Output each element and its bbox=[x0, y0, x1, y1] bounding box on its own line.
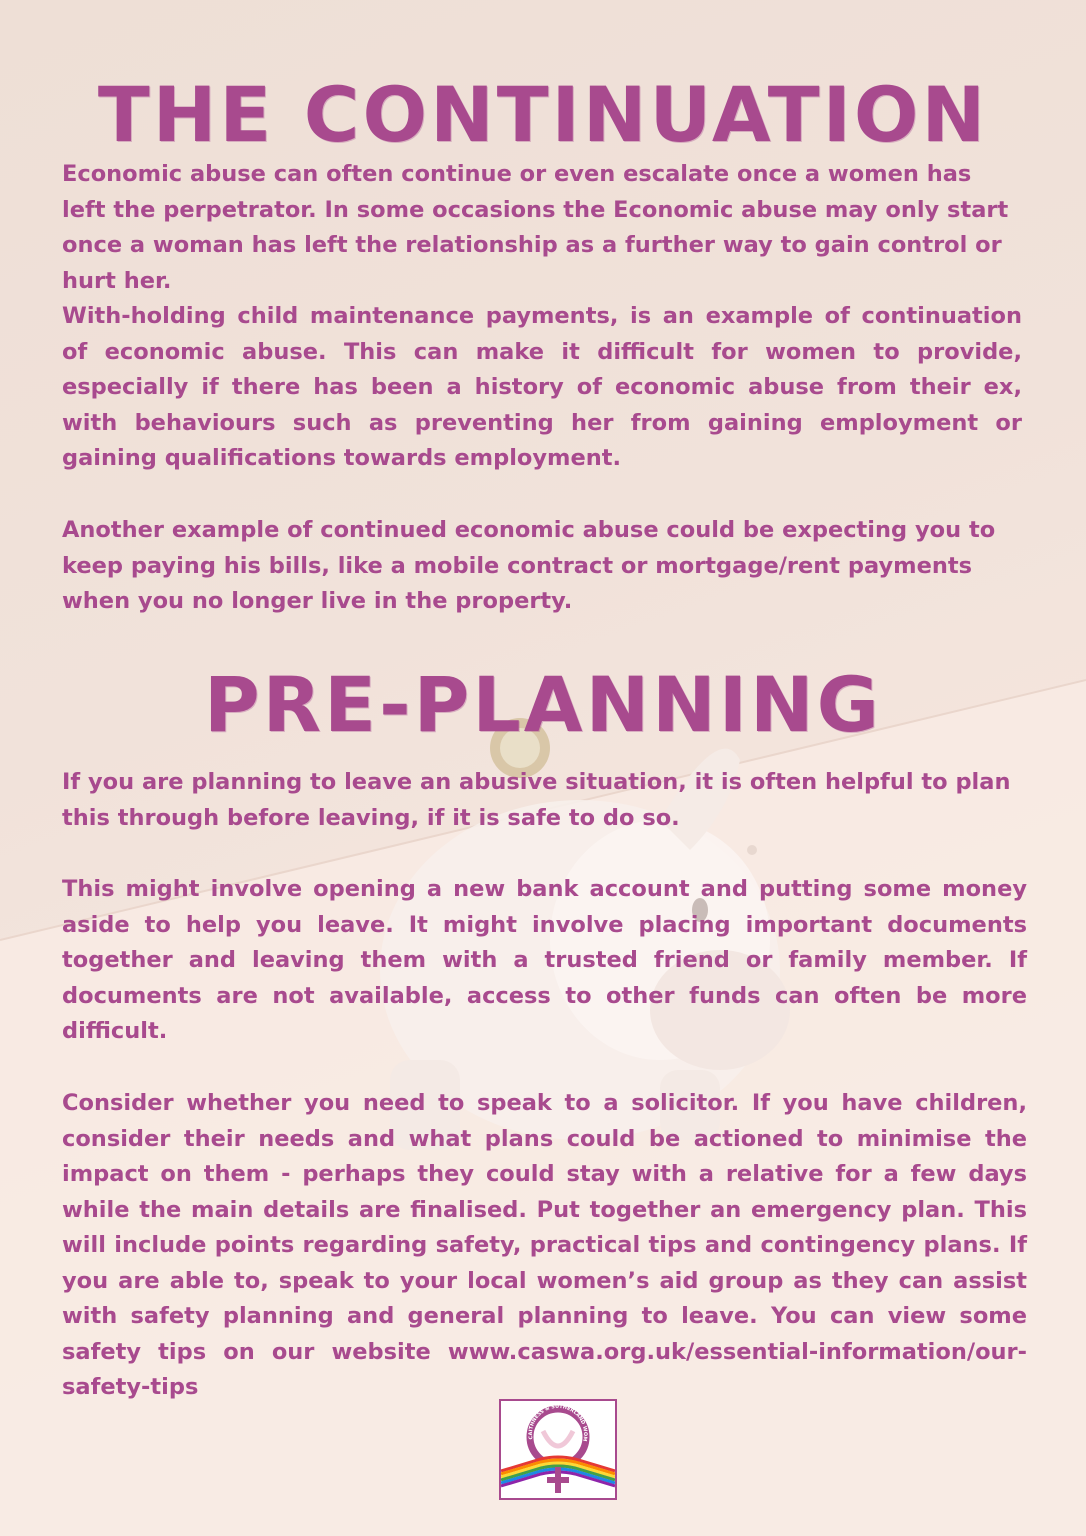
preplanning-paragraph-3: Consider whether you need to speak to a solicitor. If you have children, consider their needs and what plans could be actioned to minimise the impact on them - perhaps they could stay with a relative for a few days while the main details are finalised. Put together an emergency plan. This will include points regarding safety, practical tips and contingency plans. If you are able to, speak to your local women’s aid group as they can assist with safety planning and general planning to leave. You can view some safety tips on our website www.caswa.org.uk/essential-information/our-safety-tips bbox=[62, 1090, 1027, 1400]
continuation-heading: THE CONTINUATION bbox=[97, 70, 989, 159]
preplanning-paragraph-1: If you are planning to leave an abusive situation, it is often helpful to plan this through before leaving, if it is safe to do so. bbox=[62, 769, 1011, 831]
continuation-paragraph-2: With-holding child maintenance payments, is an example of continuation of economic abuse. This can make it difficult for women to provide, especially if there has been a history of economic abuse from their ex, with behaviours such as preventing her from gaining employment or gaining qualifications towards employment. bbox=[62, 303, 1022, 471]
ribbon-female-symbol-logo-icon bbox=[501, 1401, 615, 1498]
preplanning-paragraph-2: This might involve opening a new bank account and putting some money aside to help you leave. It might involve placing important documents together and leaving them with a trusted friend or family member. If documents are not available, access to other funds can often be more difficult. bbox=[62, 876, 1027, 1044]
svg-text:CAITHNESS & SUTHERLAND WOMEN'S: CAITHNESS & SUTHERLAND WOM bbox=[527, 1403, 589, 1442]
preplanning-heading: PRE-PLANNING bbox=[203, 660, 883, 749]
continuation-paragraph-3: Another example of continued economic abuse could be expecting you to keep paying his bills, like a mobile contract or mortgage/rent payments when you no longer live in the property. bbox=[62, 517, 996, 614]
organisation-logo bbox=[499, 1399, 617, 1500]
continuation-paragraph-1: Economic abuse can often continue or even escalate once a women has left the perpetrator. In some occasions the Economic abuse may only start once a woman has left the relationship as a further way to gain control or hurt her. bbox=[62, 161, 1009, 294]
